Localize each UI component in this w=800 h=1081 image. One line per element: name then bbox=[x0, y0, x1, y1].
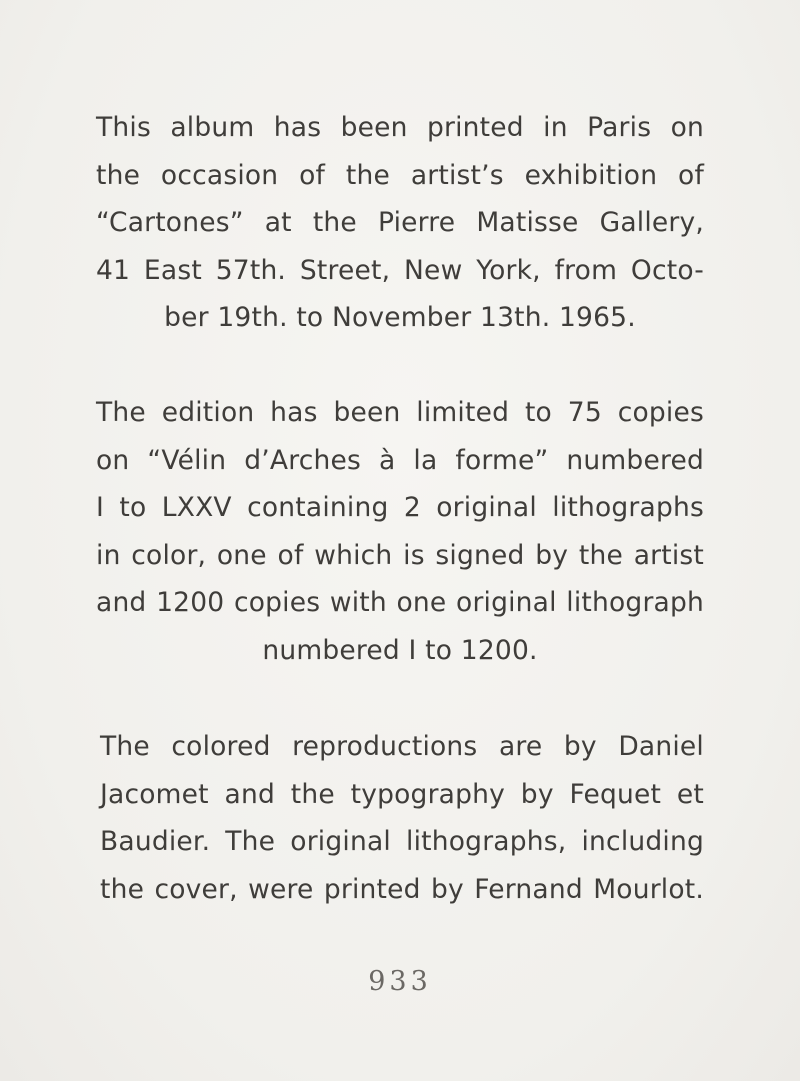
text-line: 41 East 57th. Street, New York, from Octo- bbox=[96, 254, 704, 286]
copy-number: 933 bbox=[368, 966, 432, 997]
text-line: The edition has been limited to 75 copies bbox=[96, 397, 704, 428]
text-line: I to LXXV containing 2 original lithographs bbox=[96, 492, 704, 523]
colophon-paragraph-edition bbox=[96, 389, 704, 674]
text-line: Baudier. The original lithographs, including bbox=[100, 826, 704, 857]
text-line: in color, one of which is signed by the artist bbox=[96, 539, 704, 571]
text-line: This album has been printed in Paris on bbox=[96, 112, 704, 143]
text-line: the occasion of the artist’s exhibition of bbox=[96, 159, 704, 191]
text-line: “Cartones” at the Pierre Matisse Gallery, bbox=[96, 207, 704, 238]
text-line: on “Vélin d’Arches à la forme” numbered bbox=[96, 444, 704, 476]
text-line: and 1200 copies with one original lithograph bbox=[96, 587, 704, 618]
text-line: the cover, were printed by Fernand Mourlot. bbox=[100, 873, 704, 905]
colophon-paragraph-printing bbox=[96, 104, 704, 342]
colophon-paragraph-credits bbox=[100, 723, 704, 913]
text-line: ber 19th. to November 13th. 1965. bbox=[164, 302, 636, 333]
text-line: The colored reproductions are by Daniel bbox=[100, 731, 704, 762]
text-line: numbered I to 1200. bbox=[262, 634, 538, 666]
text-line: Jacomet and the typography by Fequet et bbox=[100, 778, 704, 810]
